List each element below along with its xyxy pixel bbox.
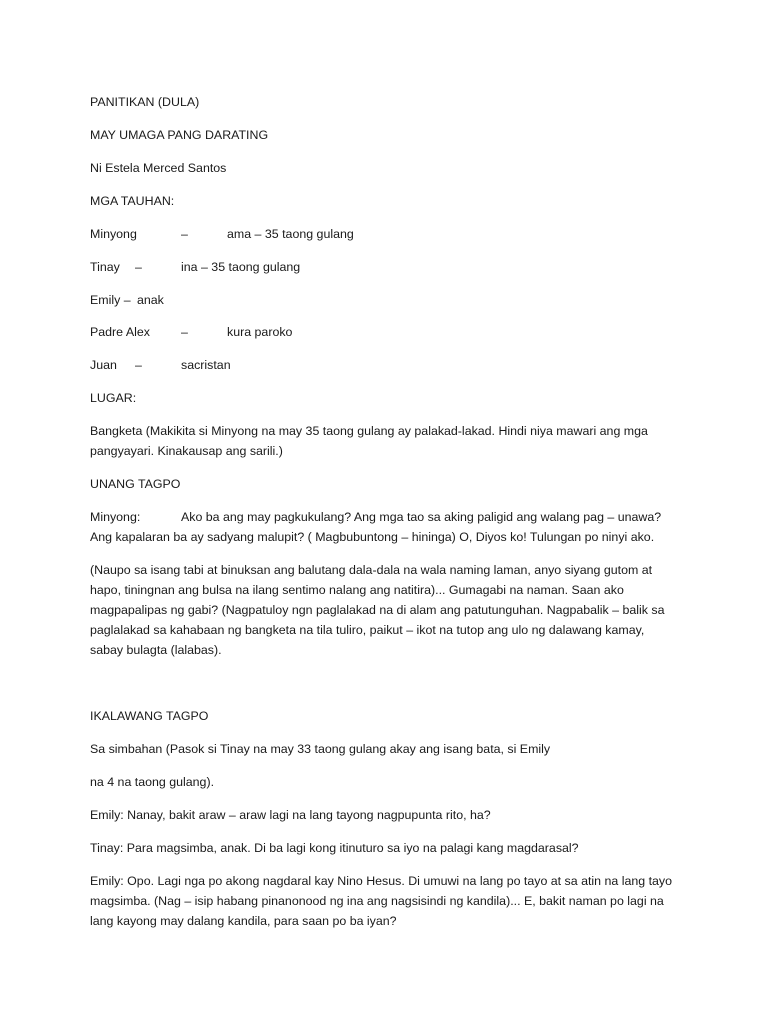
stage-direction-line: paglalakad sa kahabaan ng bangketa na tila tuliro, paikut – ikot na tutop ang ulo ng dalawang kamay,: [90, 623, 645, 637]
dialogue-text: Ang kapalaran ba ay sadyang malupit? ( Magbubuntong – hininga) O, Diyos ko! Tulungan po ninyi ako.: [90, 530, 655, 544]
dialogue-line: magsimba. (Nag – isip habang pinanonood ng ina ang nagsisindi ng kandila)... E, bakit naman po lagi na: [90, 894, 664, 908]
scene1-heading: UNANG TAGPO: [90, 477, 181, 491]
character-role: anak: [137, 293, 164, 307]
scene2-heading: IKALAWANG TAGPO: [90, 709, 209, 723]
dialogue-line: lang kayong may dalang kandila, para saan po ba iyan?: [90, 914, 397, 928]
character-role: ama – 35 taong gulang: [227, 227, 354, 241]
author-line: Ni Estela Merced Santos: [90, 161, 227, 175]
character-dash: –: [135, 358, 142, 372]
character-dash: –: [181, 325, 188, 339]
place-description-line: Bangketa (Makikita si Minyong na may 35 taong gulang ay palakad-lakad. Hindi niya mawari ang mga: [90, 424, 648, 438]
speaker-label: Minyong:: [90, 510, 141, 524]
play-title: MAY UMAGA PANG DARATING: [90, 128, 269, 142]
category-heading: PANITIKAN (DULA): [90, 95, 200, 109]
stage-direction-line: (Naupo sa isang tabi at binuksan ang balutang dala-dala na wala naming laman, anyo siyang gutom at: [90, 563, 653, 577]
scene2-setting-line: Sa simbahan (Pasok si Tinay na may 33 taong gulang akay ang isang bata, si Emily: [90, 742, 551, 756]
characters-heading: MGA TAUHAN:: [90, 194, 175, 208]
character-name: Juan: [90, 358, 117, 372]
character-role: ina – 35 taong gulang: [181, 260, 301, 274]
dialogue-text: Ako ba ang may pagkukulang? Ang mga tao sa aking paligid ang walang pag – unawa?: [181, 510, 662, 524]
character-name: Padre Alex: [90, 325, 150, 339]
dialogue-line: Emily: Nanay, bakit araw – araw lagi na lang tayong nagpupunta rito, ha?: [90, 808, 491, 822]
dialogue-line: Emily: Opo. Lagi nga po akong nagdaral kay Nino Hesus. Di umuwi na lang po tayo at sa atin na lang tayo: [90, 874, 673, 888]
character-name: Minyong: [90, 227, 137, 241]
dialogue-line: Tinay: Para magsimba, anak. Di ba lagi kong itinuturo sa iyo na palagi kang magdarasal?: [90, 841, 579, 855]
character-role: sacristan: [181, 358, 231, 372]
place-heading: LUGAR:: [90, 391, 137, 405]
stage-direction-line: hapo, tiningnan ang bulsa na ilang sentimo nalang ang natitira)... Gumagabi na naman. Saan ako: [90, 583, 624, 597]
scene2-setting-line: na 4 na taong gulang).: [90, 775, 215, 789]
character-name: Emily –: [90, 293, 131, 307]
place-description-line: pangyayari. Kinakausap ang sarili.): [90, 444, 283, 458]
character-role: kura paroko: [227, 325, 293, 339]
stage-direction-line: sabay bulagta (lalabas).: [90, 643, 222, 657]
character-dash: –: [135, 260, 142, 274]
character-dash: –: [181, 227, 188, 241]
stage-direction-line: magpapalipas ng gabi? (Nagpatuloy ngn paglalakad na di alam ang patutunguhan. Nagpabalik – balik sa: [90, 603, 665, 617]
character-name: Tinay: [90, 260, 120, 274]
